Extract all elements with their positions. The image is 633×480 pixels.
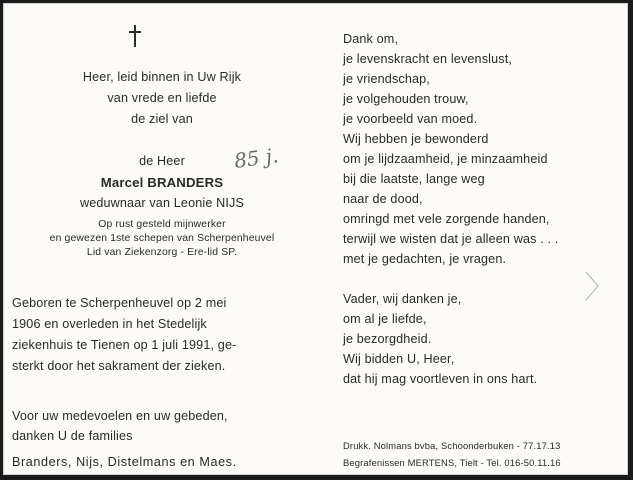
credit-line-1: Drukk. Nolmans bvba, Schoonderbuken - 77.17.13 [343,440,561,451]
poem1-line-1: Dank om, [343,32,399,46]
detail-line-1: Op rust gesteld mijnwerker [98,219,226,230]
poem2-line-5: dat hij mag voortleven in ons hart. [343,372,538,386]
poem1-line-8: bij die laatste, lange weg [343,172,485,186]
bio-line-2: 1906 en overleden in het Stedelijk [12,317,207,331]
poem2-line-4: Wij bidden U, Heer, [343,352,455,366]
cross-icon [127,25,143,49]
poem2-line-2: om al je liefde, [343,312,427,326]
chevron-right-icon[interactable] [577,266,607,306]
poem1-line-5: je voorbeeld van moed. [343,112,478,126]
thanks-line-1: Voor uw medevoelen en uw gebeden, [12,409,228,423]
poem2-line-3: je bezorgdheid. [343,332,432,346]
families-line: Branders, Nijs, Distelmans en Maes. [12,455,237,469]
bio-line-1: Geboren te Scherpenheuvel op 2 mei [12,296,227,310]
deceased-name [4,175,320,190]
handwritten-note: 85 j. [232,143,280,173]
prayer-line-1: Heer, leid binnen in Uw Rijk [82,70,242,84]
bio-line-3: ziekenhuis te Tienen op 1 juli 1991, ge- [12,338,237,352]
poem1-line-12: met je gedachten, je vragen. [343,252,507,266]
widower-line: weduwnaar van Leonie NIJS [79,196,245,210]
last-name: BRANDERS [147,175,224,190]
poem1-line-7: om je lijdzaamheid, je minzaamheid [343,152,548,166]
memorial-card [3,3,628,475]
poem1-line-2: je levenskracht en levenslust, [343,52,513,66]
credit-line-2: Begrafenissen MERTENS, Tielt - Tel. 016-50.11.16 [343,457,561,468]
poem1-line-10: omringd met vele zorgende handen, [343,212,550,226]
poem1-line-9: naar de dood, [343,192,423,206]
detail-line-3: Lid van Ziekenzorg - Ere-lid SP. [86,247,238,258]
poem1-line-6: Wij hebben je bewonderd [343,132,489,146]
poem2-line-1: Vader, wij danken je, [343,292,462,306]
poem1-line-4: je volgehouden trouw, [343,92,469,106]
prayer-line-2: van vrede en liefde [107,91,217,105]
poem1-line-3: je vriendschap, [343,72,430,86]
title-line: de Heer [139,154,185,168]
first-name: Marcel [100,175,144,190]
bio-line-4: sterkt door het sakrament der zieken. [12,359,226,373]
detail-line-2: en gewezen 1ste schepen van Scherpenheuvel [49,233,275,244]
thanks-line-2: danken U de families [12,429,133,443]
poem1-line-11: terwijl we wisten dat je alleen was . . . [343,232,559,246]
prayer-line-3: de ziel van [131,112,193,126]
